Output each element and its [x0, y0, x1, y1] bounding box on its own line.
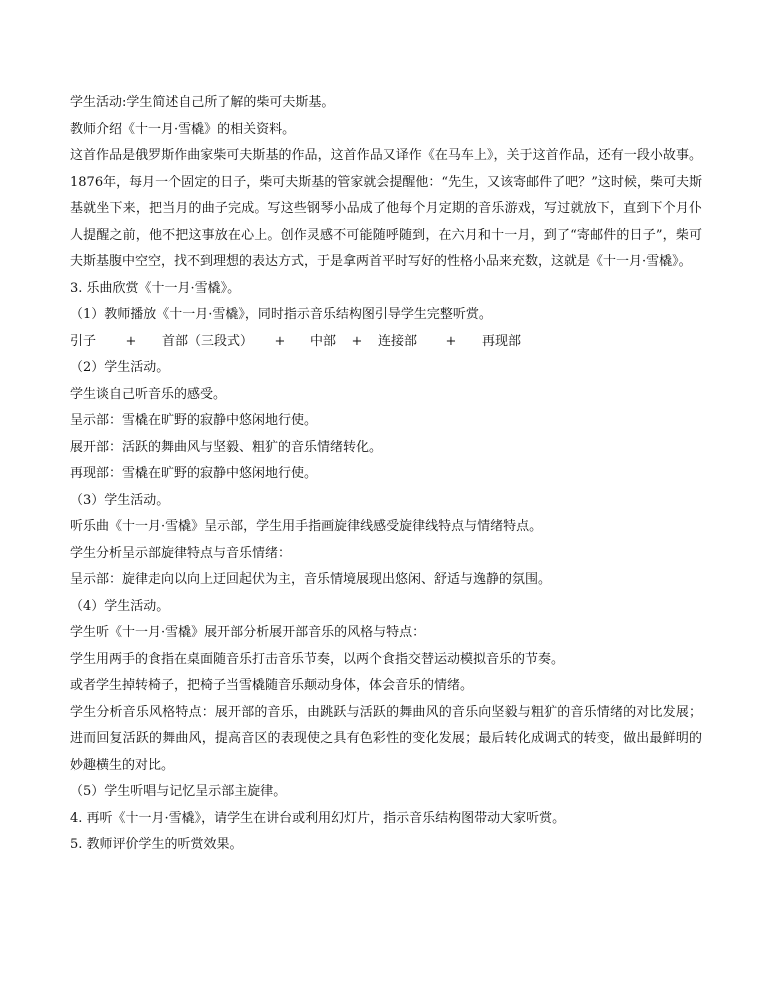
paragraph-feelings: 学生谈自己听音乐的感受。 [70, 386, 227, 402]
structure-item-head: 首部（三段式） [162, 333, 254, 349]
paragraph-student-activity-intro: 学生活动:学生简述自己所了解的柴可夫斯基。 [70, 95, 335, 110]
structure-plus: + [445, 333, 457, 349]
structure-plus: + [125, 333, 137, 349]
structure-plus: + [274, 333, 286, 349]
paragraph-finger-rhythm: 学生用两手的食指在桌面随音乐打击音乐节奏，以两个食指交替运动模拟音乐的节奏。 [70, 651, 565, 667]
paragraph-section-4: 4. 再听《十一月·雪橇》，请学生在讲台或利用幻灯片，指示音乐结构图带动大家听赏。 [70, 810, 566, 826]
music-structure-diagram [70, 329, 702, 356]
paragraph-exposition-detail: 呈示部：旋律走向以向上迂回起伏为主，音乐情境展现出悠闲、舒适与逸静的氛围。 [70, 572, 552, 587]
paragraph-step-1: （1）教师播放《十一月·雪橇》，同时指示音乐结构图引导学生完整听赏。 [70, 307, 492, 322]
structure-item-transition: 连接部 [378, 333, 418, 349]
paragraph-step-4: （4）学生活动。 [70, 598, 170, 614]
paragraph-development: 展开部：活跃的舞曲风与坚毅、粗犷的音乐情绪转化。 [70, 439, 383, 455]
paragraph-recapitulation: 再现部：雪橇在旷野的寂静中悠闲地行使。 [70, 466, 318, 481]
paragraph-teacher-intro: 教师介绍《十一月·雪橇》的相关资料。 [70, 121, 296, 137]
paragraph-step-2: （2）学生活动。 [70, 360, 170, 375]
paragraph-listen-development: 学生听《十一月·雪橇》展开部分析展开部音乐的风格与特点： [70, 625, 426, 640]
paragraph-exposition: 呈示部：雪橇在旷野的寂静中悠闲地行使。 [70, 413, 318, 428]
structure-item-intro: 引子 [70, 333, 97, 349]
paragraph-style-analysis: 学生分析音乐风格特点：展开部的音乐，由跳跃与活跃的舞曲风的音乐向坚毅与粗犷的音乐情绪的对比发展；进而回复活跃的舞曲风，提高音区的表现使之具有色彩性的变化发展；最后转化成调式的转变，做出最鲜明的妙趣横生的对比。 [70, 704, 702, 773]
structure-item-recapitulation: 再现部 [482, 333, 522, 349]
paragraph-melody-line: 听乐曲《十一月·雪橇》呈示部，学生用手指画旋律线感受旋律线特点与情绪特点。 [70, 519, 543, 534]
paragraph-background-story: 这首作品是俄罗斯作曲家柴可夫斯基的作品，这首作品又译作《在马车上》，关于这首作品，还有一段小故事。1876年，每月一个固定的日子，柴可夫斯基的管家就会提醒他：“先生，又该寄邮件了吧？”这时候，柴可夫斯基就坐下来，把当月的曲子完成。写这些钢琴小品成了他每个月定期的音乐游戏，写过就放下，直到下个月仆人提醒之前，他不把这事放在心上。创作灵感不可能随呼随到，在六月和十一月，到了“寄邮件的日子”，柴可夫斯基腹中空空，找不到理想的表达方式，于是拿两首平时写好的性格小品来充数，这就是《十一月·雪橇》。 [70, 148, 702, 269]
paragraph-chair-sled: 或者学生掉转椅子，把椅子当雪橇随音乐颠动身体，体会音乐的情绪。 [70, 678, 474, 693]
paragraph-step-5: （5）学生听唱与记忆呈示部主旋律。 [70, 784, 287, 799]
document-body [70, 90, 702, 859]
paragraph-section-3-heading: 3. 乐曲欣赏《十一月·雪橇》。 [70, 280, 241, 296]
paragraph-section-5: 5. 教师评价学生的听赏效果。 [70, 837, 243, 852]
paragraph-step-3: （3）学生活动。 [70, 492, 170, 508]
structure-plus: + [351, 333, 363, 349]
structure-item-middle: 中部 [310, 333, 337, 349]
paragraph-analysis-exposition: 学生分析呈示部旋律特点与音乐情绪： [70, 545, 292, 561]
